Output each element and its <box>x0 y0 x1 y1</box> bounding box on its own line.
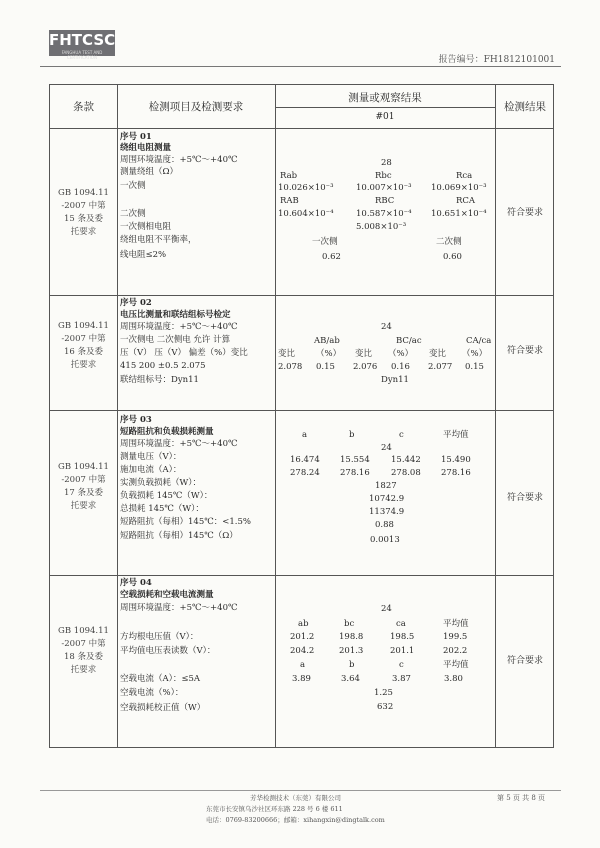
value-label: Rbc <box>375 171 392 181</box>
logo-subtext: FANGHUA TEST AND CERTIFICATION <box>61 50 103 60</box>
value: 198.8 <box>339 632 364 642</box>
value: 3.80 <box>444 674 463 684</box>
value: 2.078 <box>278 362 303 372</box>
test-title: 绕组电阻测量 <box>120 143 172 153</box>
req-line: 绕组电阻不平衡率， <box>120 235 197 245</box>
value: 201.1 <box>390 646 415 656</box>
value: 3.64 <box>341 674 360 684</box>
value: 15.554 <box>340 455 370 465</box>
value-label: b <box>349 430 355 440</box>
footer-contact: 电话：0769-83200666；邮箱：xihangxin@dingtalk.com <box>206 816 385 824</box>
company-logo <box>49 30 116 60</box>
value: 11374.9 <box>369 507 405 517</box>
header-verdict: 检测结果 <box>504 101 546 113</box>
value: 10.651×10⁻⁴ <box>431 209 487 219</box>
verdict-cell: 符合要求 <box>506 346 543 356</box>
req-line: 测量电压（V）： <box>120 452 182 462</box>
value-label: c <box>399 660 404 670</box>
value: 278.16 <box>340 468 370 478</box>
value: 2.077 <box>428 362 453 372</box>
value: 0.16 <box>391 362 410 372</box>
value: 0.15 <box>465 362 484 372</box>
req-line: 实测负载损耗（W）： <box>120 478 201 488</box>
value: 202.2 <box>443 646 468 656</box>
row-divider <box>50 575 553 576</box>
req-line: 周围环境温度：+5℃～+40℃ <box>120 322 238 332</box>
header-sample: #01 <box>375 112 395 122</box>
clause-cell: GB 1094.11 -2007 中第 18 条及委 托要求 <box>58 626 109 675</box>
req-line: 空载电流（%）： <box>120 688 184 698</box>
ambient-temp: 28 <box>381 158 392 168</box>
value-label: ab <box>298 619 309 629</box>
header-results: 测量或观察结果 <box>348 92 422 104</box>
row-divider <box>50 295 553 296</box>
value-label: 平均值 <box>443 430 469 440</box>
test-title: 短路阻抗和负载损耗测量 <box>120 427 214 437</box>
value-label: Rca <box>456 171 473 181</box>
test-title: 空载损耗和空载电流测量 <box>120 590 214 600</box>
clause-cell: GB 1094.11 -2007 中第 15 条及委 托要求 <box>58 188 109 237</box>
col-divider <box>117 85 118 747</box>
value-label: （%） <box>462 349 488 359</box>
value-label: RBC <box>375 196 395 206</box>
value-label: a <box>302 430 308 440</box>
clause-cell: GB 1094.11 -2007 中第 17 条及委 托要求 <box>58 462 109 511</box>
value: 10.069×10⁻³ <box>431 183 487 193</box>
req-line: 总损耗 145℃（W）： <box>120 504 204 514</box>
value: 16.474 <box>290 455 320 465</box>
footer-divider <box>40 790 561 791</box>
value: 0.15 <box>316 362 335 372</box>
value: 0.88 <box>375 520 394 530</box>
col-divider <box>495 85 496 747</box>
req-line: 负载损耗 145℃（W）： <box>120 491 213 501</box>
value: 15.442 <box>391 455 421 465</box>
row-divider <box>275 107 495 108</box>
col-divider <box>275 85 276 747</box>
page-number: 第 5 页 共 8 页 <box>497 794 546 802</box>
value-label: 二次侧 <box>436 237 462 247</box>
req-line: 短路阻抗（每相）145℃：<1.5% <box>120 517 251 527</box>
value-label: c <box>399 430 404 440</box>
value: 278.16 <box>441 468 471 478</box>
req-line: 二次侧 <box>120 209 146 219</box>
value-label: CA/ca <box>466 336 492 346</box>
value: 632 <box>377 702 394 712</box>
value-label: RAB <box>280 196 299 206</box>
req-line: 周围环境温度：+5℃～+40℃ <box>120 155 238 165</box>
value: 0.62 <box>322 252 341 262</box>
value: 1827 <box>375 481 397 491</box>
test-title: 电压比测量和联结组标号检定 <box>120 310 231 320</box>
req-line: 一次侧相电阻 <box>120 222 172 232</box>
report-number: 报告编号：FH1812101001 <box>438 55 555 65</box>
value-label: a <box>300 660 306 670</box>
value-label: 变比 <box>429 349 447 359</box>
req-line: 一次侧 <box>120 181 146 191</box>
verdict-cell: 符合要求 <box>506 493 543 503</box>
req-line: 平均值电压表读数（V）： <box>120 646 216 656</box>
req-line: 空载电流（A）：≤5A <box>120 674 201 684</box>
value-label: b <box>349 660 355 670</box>
value: 5.008×10⁻³ <box>356 222 407 232</box>
value-label: 变比 <box>355 349 373 359</box>
header-divider <box>40 66 561 67</box>
header-clause: 条款 <box>73 101 94 113</box>
req-line: 周围环境温度：+5℃～+40℃ <box>120 603 238 613</box>
ambient-temp: 24 <box>381 322 392 332</box>
value: 0.60 <box>443 252 462 262</box>
logo-text: FHTCSC <box>49 31 116 49</box>
value-label: （%） <box>316 349 342 359</box>
value: 10.604×10⁻⁴ <box>278 209 334 219</box>
value: 2.076 <box>353 362 378 372</box>
value: 3.89 <box>292 674 311 684</box>
value-label: Rab <box>280 171 298 181</box>
value: Dyn11 <box>381 375 409 385</box>
req-line: 施加电流（A）： <box>120 465 182 475</box>
value-label: 一次侧 <box>312 237 338 247</box>
value: 10742.9 <box>369 494 405 504</box>
seq-label: 序号 04 <box>120 578 152 588</box>
value: 1.25 <box>374 688 393 698</box>
value: 3.87 <box>392 674 411 684</box>
header-item: 检测项目及检测要求 <box>148 101 244 113</box>
ambient-temp: 24 <box>381 604 392 614</box>
value: 199.5 <box>443 632 468 642</box>
value-label: AB/ab <box>314 336 340 346</box>
row-divider <box>50 410 553 411</box>
req-line: 线电阻≤2% <box>120 250 167 260</box>
value-label: bc <box>344 619 355 629</box>
req-line: 压（V） 压（V） 偏差（%）变比 <box>120 348 248 358</box>
value: 10.587×10⁻⁴ <box>356 209 412 219</box>
value: 15.490 <box>441 455 471 465</box>
seq-label: 序号 01 <box>120 132 152 142</box>
seq-label: 序号 02 <box>120 298 152 308</box>
value: 198.5 <box>390 632 415 642</box>
req-line: 短路阻抗（每相）145℃（Ω） <box>120 531 238 541</box>
req-line: 周围环境温度：+5℃～+40℃ <box>120 439 238 449</box>
req-line: 联结组标号：Dyn11 <box>120 375 199 385</box>
value: 201.3 <box>339 646 364 656</box>
value-label: 平均值 <box>443 660 469 670</box>
value: 10.026×10⁻³ <box>278 183 334 193</box>
value-label: 平均值 <box>443 619 469 629</box>
ambient-temp: 24 <box>381 443 392 453</box>
value-label: RCA <box>456 196 476 206</box>
value: 10.007×10⁻³ <box>356 183 412 193</box>
req-line: 415 200 ±0.5 2.075 <box>120 361 206 371</box>
value-label: （%） <box>388 349 414 359</box>
value: 201.2 <box>290 632 315 642</box>
footer-company: 芳华检测技术（东莞）有限公司 <box>250 794 341 802</box>
value-label: ca <box>396 619 406 629</box>
row-divider <box>50 128 553 129</box>
value-label: 变比 <box>278 349 296 359</box>
value: 0.0013 <box>370 535 400 545</box>
value: 204.2 <box>290 646 315 656</box>
verdict-cell: 符合要求 <box>506 208 543 218</box>
seq-label: 序号 03 <box>120 415 152 425</box>
value: 278.24 <box>290 468 320 478</box>
results-table <box>49 84 554 748</box>
value-label: BC/ac <box>396 336 422 346</box>
clause-cell: GB 1094.11 -2007 中第 16 条及委 托要求 <box>58 321 109 370</box>
req-line: 测量绕组（Ω） <box>120 167 179 177</box>
value: 278.08 <box>391 468 421 478</box>
verdict-cell: 符合要求 <box>506 656 543 666</box>
footer-address: 东莞市长安镇乌沙社区环东路 228 号 6 楼 611 <box>206 805 343 813</box>
req-line: 空载损耗校正值（W） <box>120 703 206 713</box>
req-line: 方均根电压值（V）： <box>120 632 199 642</box>
req-line: 一次侧电 二次侧电 允许 计算 <box>120 335 231 345</box>
